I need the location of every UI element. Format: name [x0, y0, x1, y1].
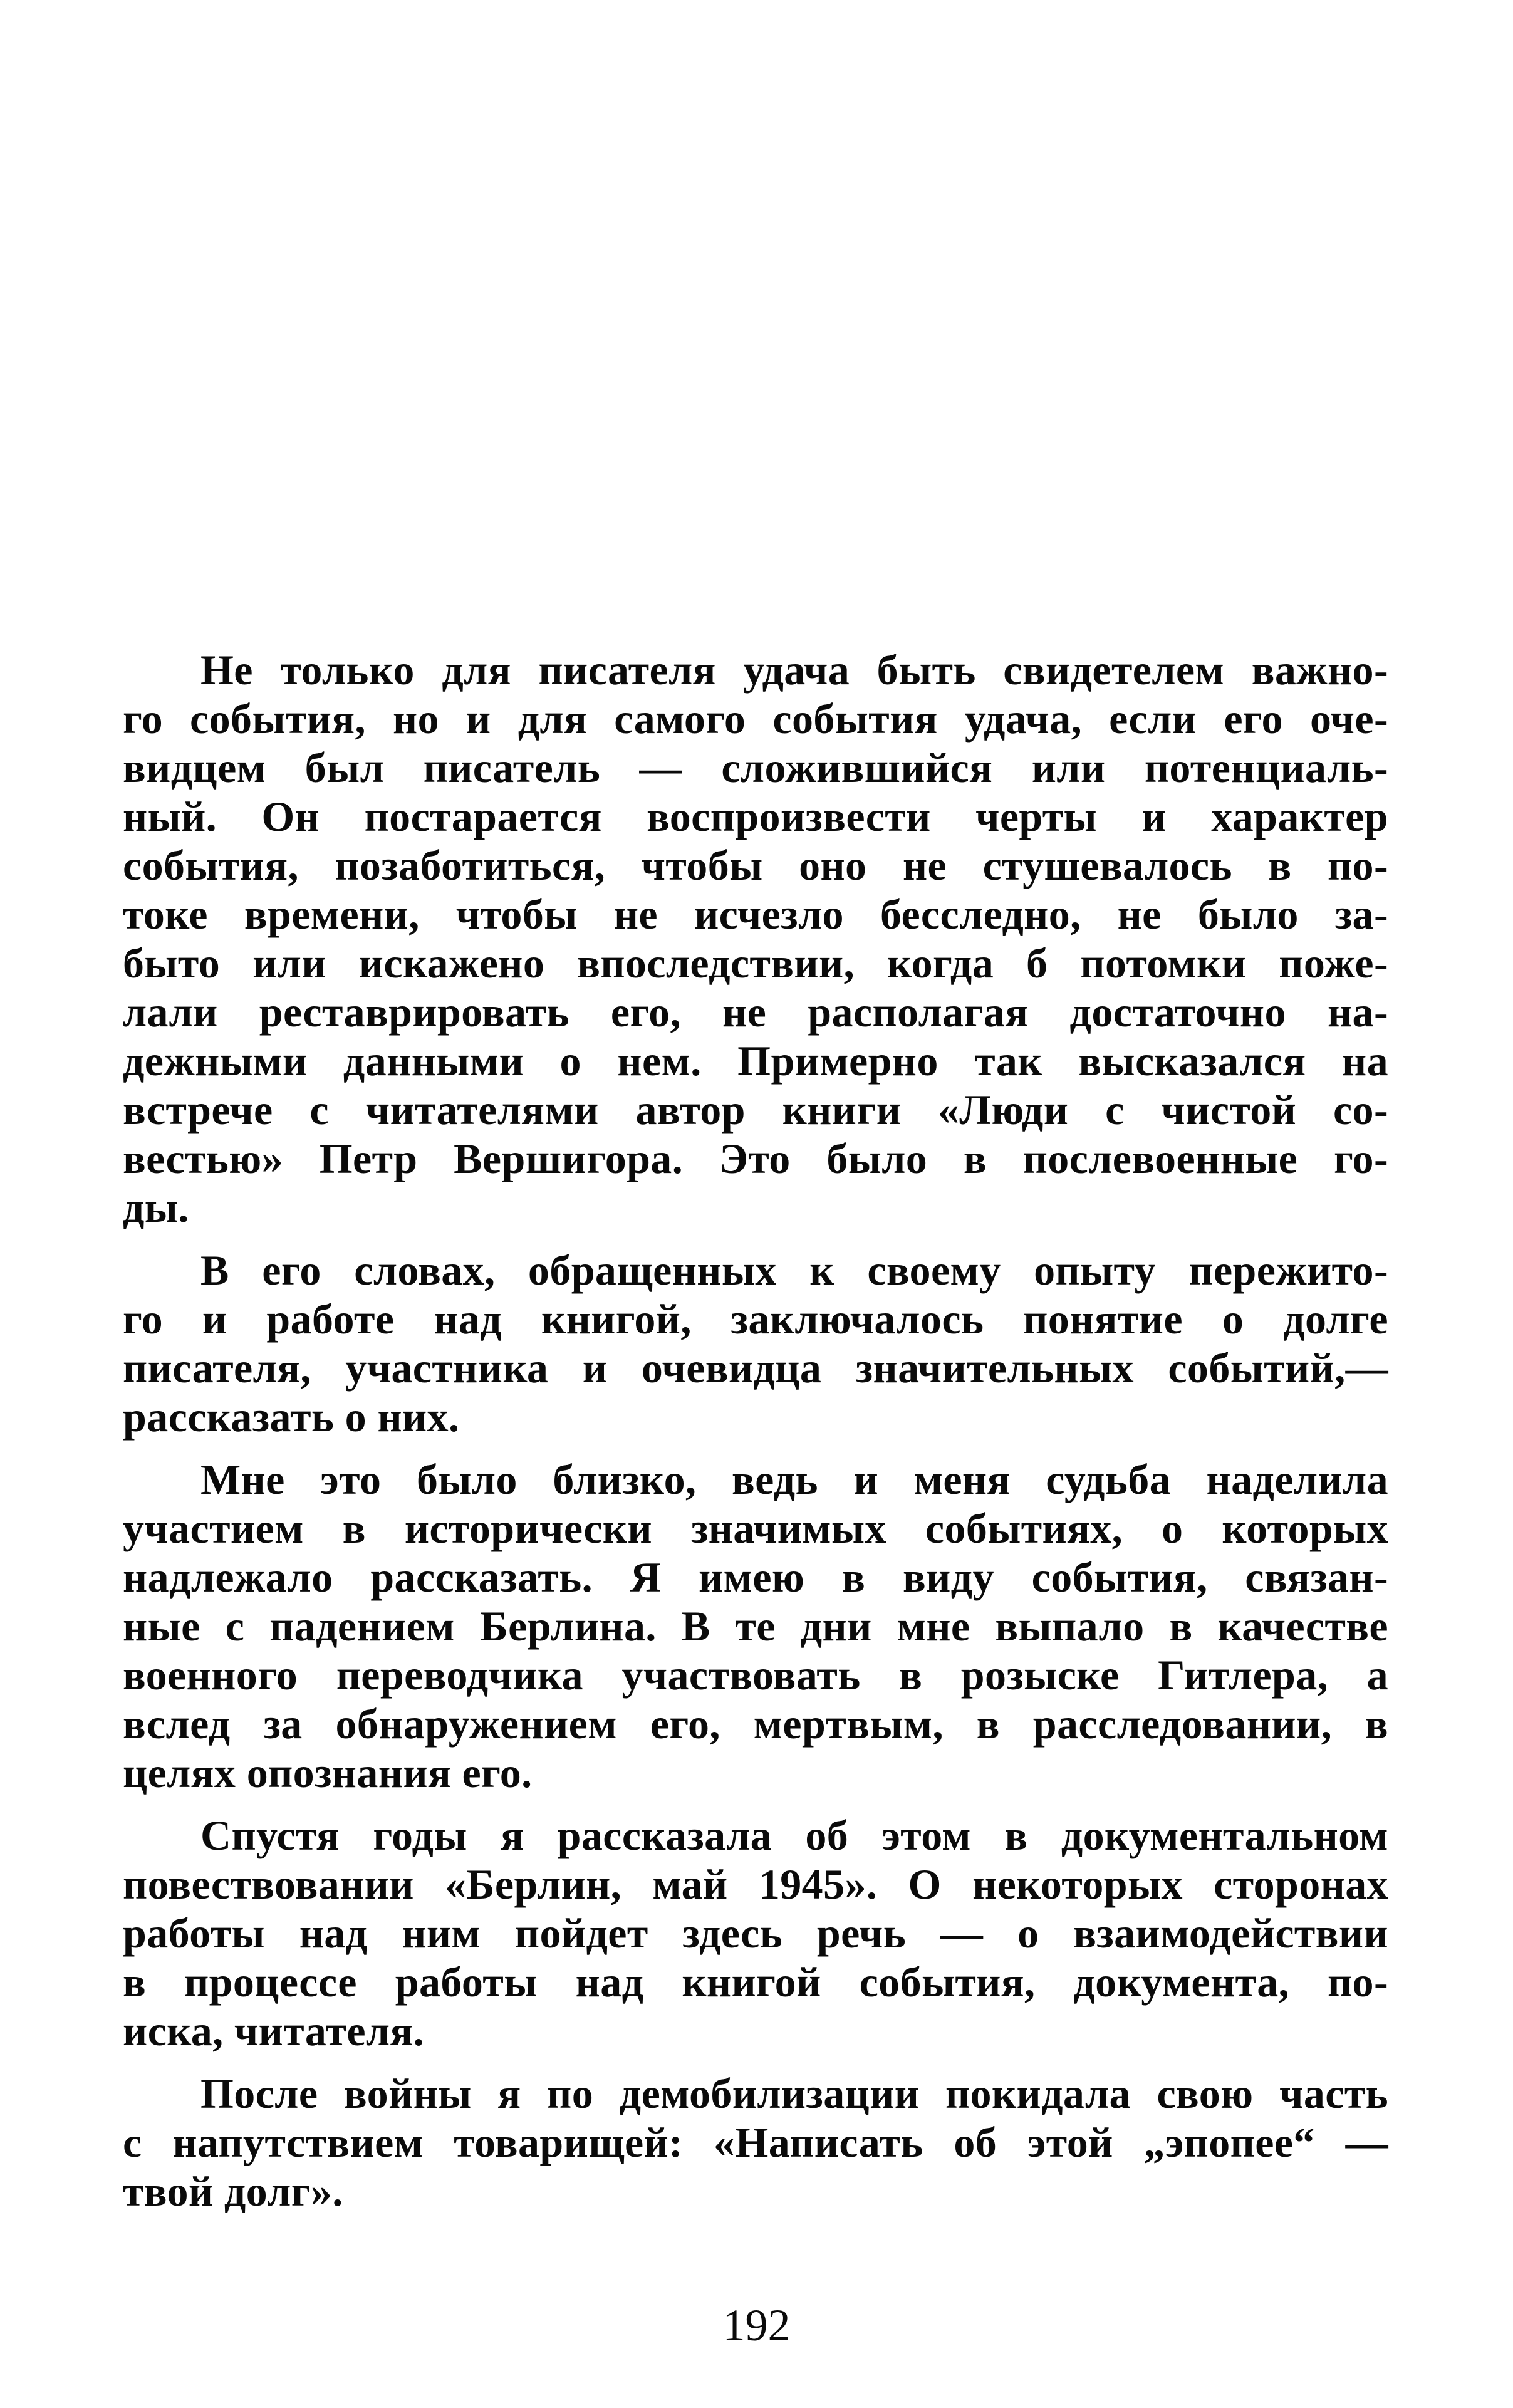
text-line: В его словах, обращенных к своему опыту пережито- [200, 1246, 1388, 1294]
text-line: токе времени, чтобы не исчезло бесследно, не было за- [123, 890, 1388, 938]
text-line: Не только для писателя удача быть свидетелем важно- [200, 646, 1388, 694]
paragraph [123, 1246, 1388, 1441]
text-line: лали реставрировать его, не располагая достаточно на- [123, 988, 1388, 1036]
text-line: быто или искажено впоследствии, когда б потомки поже- [123, 939, 1388, 987]
text-line: ный. Он постарается воспроизвести черты и характер [123, 793, 1388, 840]
text-line: вестью» Петр Вершигора. Это было в послевоенные го- [123, 1135, 1388, 1182]
paragraph-gap [123, 1232, 1388, 1246]
text-line: события, позаботиться, чтобы оно не стушевалось в по- [123, 842, 1388, 889]
text-line: рассказать о них. [123, 1393, 460, 1441]
text-line: надлежало рассказать. Я имею в виду события, связан- [123, 1553, 1388, 1601]
text-line: писателя, участника и очевидца значительных событий,— [123, 1344, 1388, 1392]
text-line: иска, читателя. [123, 2007, 425, 2055]
text-line: Спустя годы я рассказала об этом в документальном [200, 1811, 1388, 1859]
paragraph-gap [123, 1797, 1388, 1811]
text-line: Мне это было близко, ведь и меня судьба наделила [200, 1456, 1388, 1503]
text-line: ды. [123, 1184, 189, 1231]
text-line: встрече с читателями автор книги «Люди с чистой со- [123, 1086, 1388, 1134]
text-line: ные с падением Берлина. В те дни мне выпало в качестве [123, 1602, 1388, 1650]
paragraph [123, 2069, 1388, 2216]
text-line: го события, но и для самого события удача, если его оче- [123, 695, 1388, 743]
page-number: 192 [722, 2300, 791, 2350]
paragraph [123, 645, 1388, 1232]
text-line: целях опознания его. [123, 1749, 533, 1796]
paragraph-gap [123, 2055, 1388, 2069]
paragraph [123, 1455, 1388, 1797]
text-line: видцем был писатель — сложившийся или потенциаль- [123, 744, 1388, 791]
text-line: работы над ним пойдет здесь речь — о взаимодействии [123, 1909, 1388, 1957]
text-line: твой долг». [123, 2167, 343, 2215]
paragraph-gap [123, 1441, 1388, 1455]
text-line: с напутствием товарищей: «Написать об этой „эпопее“ — [123, 2119, 1388, 2166]
text-line: После войны я по демобилизации покидала свою часть [200, 2070, 1388, 2117]
paragraph [123, 1811, 1388, 2055]
body-text [123, 645, 1388, 2216]
text-line: в процессе работы над книгой события, документа, по- [123, 1958, 1388, 2006]
text-line: военного переводчика участвовать в розыске Гитлера, а [123, 1651, 1388, 1699]
text-line: повествовании «Берлин, май 1945». О некоторых сторонах [123, 1860, 1388, 1908]
text-line: участием в исторически значимых событиях, о которых [123, 1504, 1388, 1552]
text-line: го и работе над книгой, заключалось понятие о долге [123, 1295, 1388, 1343]
text-line: дежными данными о нем. Примерно так высказался на [123, 1037, 1388, 1085]
text-line: вслед за обнаружением его, мертвым, в расследовании, в [123, 1700, 1388, 1748]
